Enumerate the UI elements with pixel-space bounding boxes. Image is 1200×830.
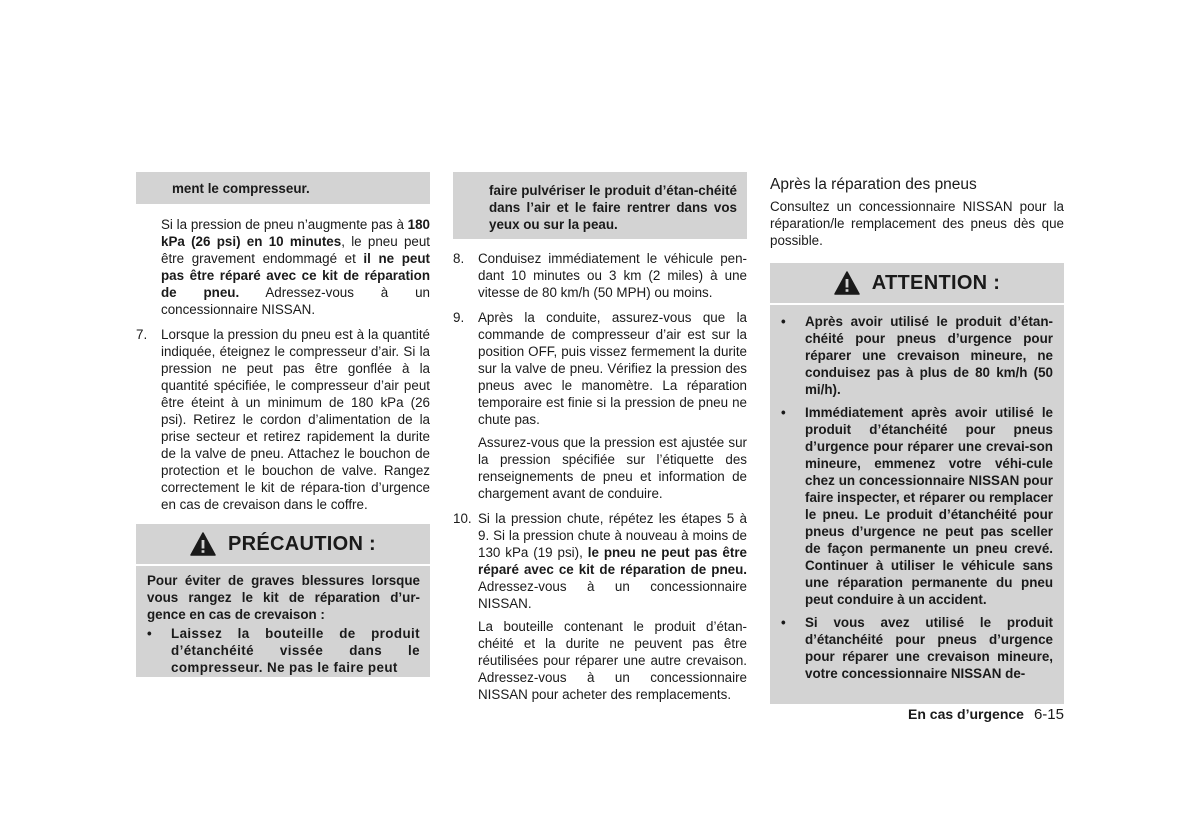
p1-text-d: il ne peut pas être réparé avec ce kit de réparation de pneu.	[161, 251, 430, 300]
caution-intro: Pour éviter de graves blessures lorsque vous rangez le kit de réparation d’ur-gence en cas de crevaison :	[147, 573, 420, 622]
caution-bullet-text: Laissez la bouteille de produit d’étanchéité vissée dans le compresseur. Ne pas le faire peut	[171, 626, 420, 675]
caution-bullet	[147, 625, 420, 676]
pressure-paragraph	[136, 216, 430, 318]
page-number: 6-15	[1033, 706, 1064, 723]
p1-text-b: 180 kPa (26 psi) en 10 minutes	[161, 217, 430, 249]
step-7-text: Lorsque la pression du pneu est à la quantité indiquée, éteignez le compresseur d’air. Si la pression ne peut pas être gonflée à la quantité spécifiée, le compresseur d’air peut être éteint à un minimum de 180 kPa (26 psi). Retirez le cordon d’alimentation de la prise secteur et retirez rapidement la durite de la valve de pneu. Attachez le bouchon de protection et le bouchon de valve. Rangez correctement le kit de répara-tion d’urgence en cas de crevaison dans le coffre.	[161, 327, 430, 512]
attention-banner	[770, 263, 1064, 303]
step-10-text-a: Si la pression chute, répétez les étapes 5 à 9. Si la pression chute à nouveau à moins de 130 kPa (19 psi),	[478, 511, 747, 560]
attention-bullet-2	[781, 404, 1053, 608]
p1-text-a: Si la pression de pneu n’augmente pas à	[161, 217, 408, 232]
step-10-number: 10.	[453, 511, 472, 526]
caution-title: PRÉCAUTION :	[227, 532, 377, 555]
attention-bullet-text: Si vous avez utilisé le produit d’étanchéité pour pneus d’urgence pour réparer une crevaison mineure, votre concessionnaire NISSAN de-	[805, 615, 1053, 681]
warning-triangle-icon	[834, 271, 860, 295]
continued-warning-block	[453, 172, 747, 239]
continued-warning-line: ment le compresseur.	[172, 181, 310, 196]
warning-triangle-icon	[190, 532, 216, 556]
step-10-text-c: Adressez-vous à un concessionnaire NISSAN.	[478, 579, 747, 611]
column-left	[136, 172, 430, 677]
step-7	[136, 326, 430, 513]
step-9	[453, 309, 747, 428]
caution-box	[136, 566, 430, 677]
continued-warning-text: faire pulvériser le produit d’étan-chéité dans l’air et le faire rentrer dans vos yeux ou sur la peau.	[489, 183, 737, 232]
bullet-marker: •	[781, 405, 786, 420]
section-intro: Consultez un concessionnaire NISSAN pour la réparation/le remplacement des pneus dès que possible.	[770, 199, 1064, 248]
attention-bullet-text: Immédiatement après avoir utilisé le produit d’étanchéité pour pneus d’urgence pour réparer une crevai-son mineure, emmenez votre véhi-cule chez un concessionnaire NISSAN pour faire inspecter, et réparer ou remplacer le pneu. Le produit d’étanchéité pour pneus d’urgence ne peut pas sceller de façon permanente un pneu crevé. Continuer à utiliser le véhicule sans une réparation permanente du pneu peut conduire à un accident.	[805, 405, 1053, 607]
caution-banner	[136, 524, 430, 564]
step-7-number: 7.	[136, 327, 148, 342]
attention-bullet-text: Après avoir utilisé le produit d’étan-chéité pour pneus d’urgence pour réparer une crevaison mineure, ne conduisez pas à plus de 80 km/h (50 mi/h).	[805, 314, 1053, 397]
step-9-text: Après la conduite, assurez-vous que la commande de compresseur d’air est sur la position OFF, puis vissez fermement la durite sur la valve de pneu. Vérifiez la pression des pneus avec le manomètre. La réparation temporaire est finie si la pression de pneu ne chute pas.	[478, 310, 747, 427]
column-middle	[453, 172, 747, 703]
attention-title: ATTENTION :	[871, 271, 1001, 294]
step-9-note: Assurez-vous que la pression est ajustée sur la pression spécifiée sur l’étiquette des renseignements de pneu et information de chargement avant de conduire.	[478, 435, 747, 501]
step-10	[453, 510, 747, 612]
section-heading: Après la réparation des pneus	[770, 176, 977, 193]
continued-warning-text	[136, 172, 430, 204]
p1-text-e: Adressez-vous à un concessionnaire NISSAN.	[161, 285, 431, 317]
step-8	[453, 250, 747, 301]
footer-section-title: En cas d’urgence	[908, 706, 1024, 722]
attention-box	[770, 305, 1064, 704]
bullet-marker: •	[781, 314, 786, 329]
page-footer	[908, 706, 1064, 723]
step-8-number: 8.	[453, 251, 465, 266]
attention-bullet-1	[781, 313, 1053, 398]
step-8-text: Conduisez immédiatement le véhicule pen-dant 10 minutes ou 3 km (2 miles) à une vitesse de 80 km/h (50 MPH) ou moins.	[478, 251, 747, 300]
step-9-number: 9.	[453, 310, 465, 325]
bullet-marker: •	[781, 615, 786, 630]
step-10-text-b: le pneu ne peut pas être réparé avec ce kit de réparation de pneu.	[478, 545, 747, 577]
bullet-marker: •	[147, 626, 153, 641]
p1-text-c: , le pneu peut être gravement endommagé et	[161, 234, 431, 266]
column-right	[770, 176, 1064, 704]
attention-bullet-3	[781, 614, 1053, 682]
step-10-note: La bouteille contenant le produit d’étan-chéité et la durite ne peuvent pas être réutilisées pour réparer une autre crevaison. Adressez-vous à un concessionnaire NISSAN pour acheter des remplacements.	[478, 619, 747, 702]
